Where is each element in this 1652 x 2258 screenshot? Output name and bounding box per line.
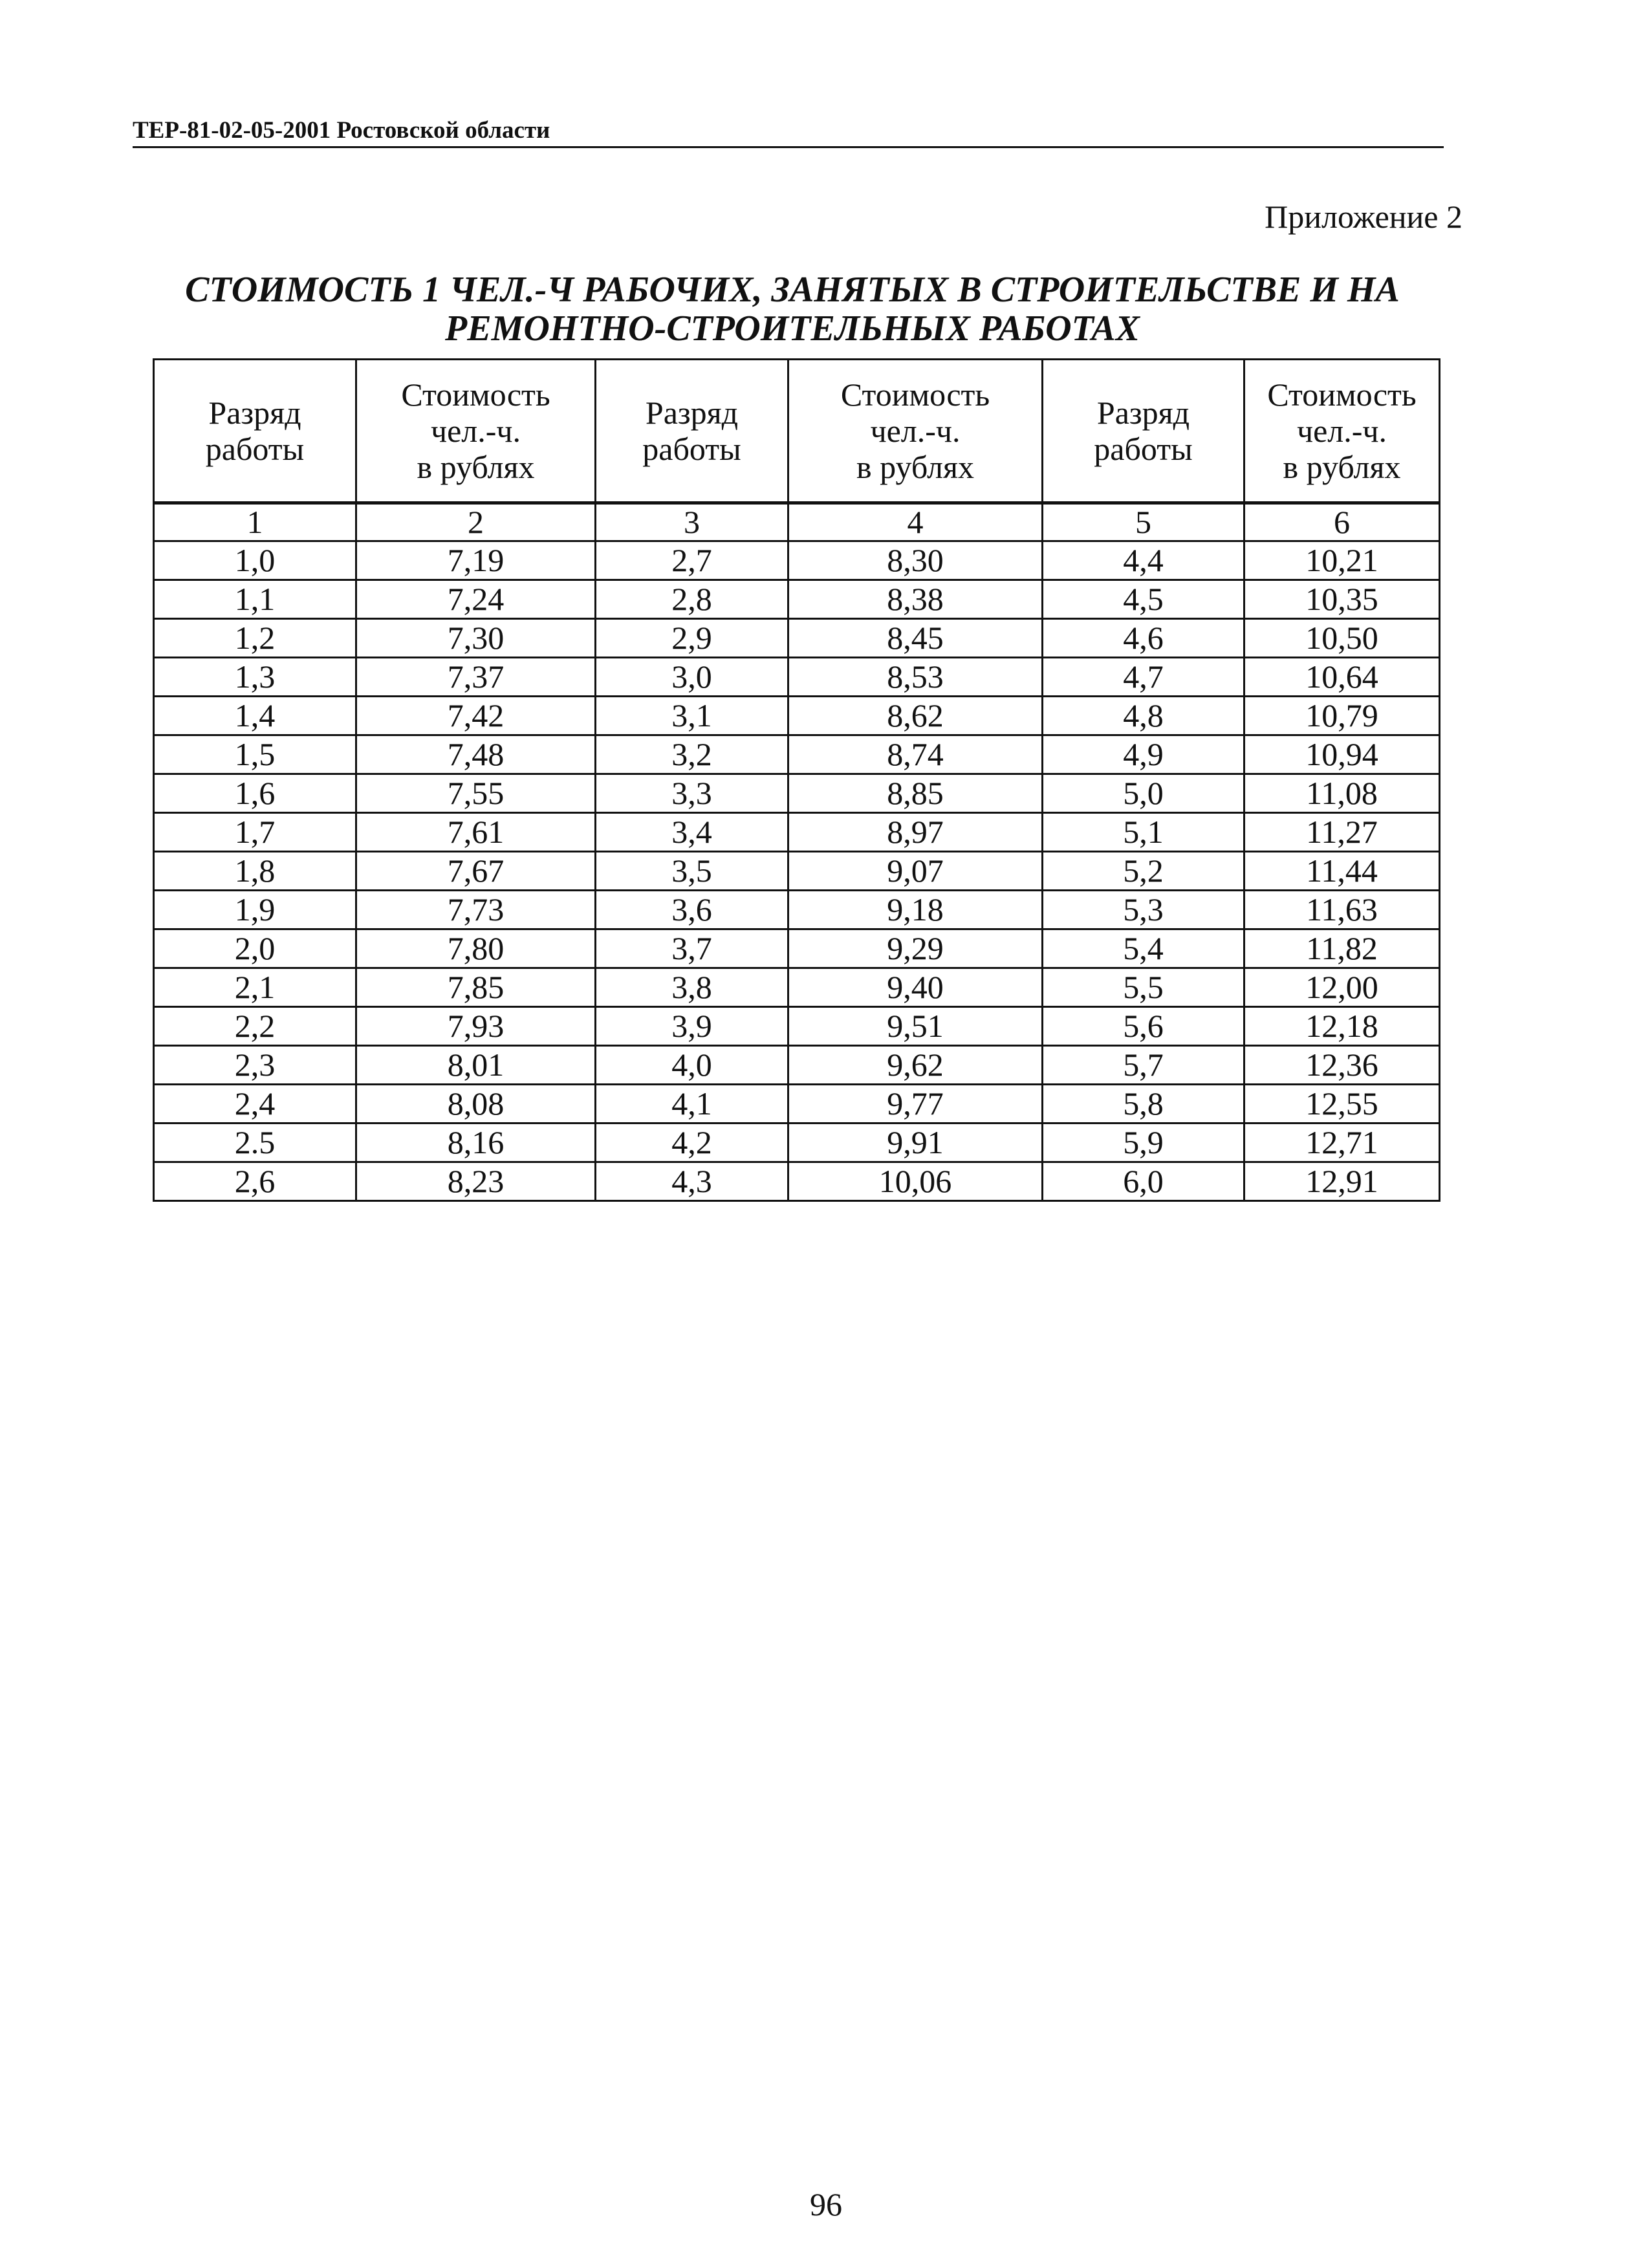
grade-cell: 1,3 [154,658,356,697]
grade-cell: 4,8 [1043,697,1244,735]
cost-cell: 9,40 [788,968,1043,1007]
grade-cell: 3,4 [596,813,788,852]
cost-cell: 7,37 [356,658,596,697]
grade-cell: 5,3 [1043,891,1244,929]
cost-cell: 9,62 [788,1046,1043,1085]
cost-cell: 11,08 [1244,774,1440,813]
cost-cell: 8,53 [788,658,1043,697]
cost-cell: 12,18 [1244,1007,1440,1046]
cost-cell: 12,00 [1244,968,1440,1007]
cost-cell: 10,94 [1244,735,1440,774]
cost-cell: 10,06 [788,1162,1043,1201]
labor-cost-table [153,358,1440,1202]
col-header-cost-3: Стоимость чел.-ч. в рублях [1244,360,1440,503]
cost-cell: 9,77 [788,1085,1043,1124]
cost-cell: 8,85 [788,774,1043,813]
document-code-header: ТЕР-81-02-05-2001 Ростовской области [133,117,550,144]
cost-cell: 7,30 [356,619,596,658]
cost-cell: 11,27 [1244,813,1440,852]
column-number-row [154,503,1440,541]
grade-cell: 2,6 [154,1162,356,1201]
grade-cell: 1,6 [154,774,356,813]
cost-cell: 7,61 [356,813,596,852]
grade-cell: 2,1 [154,968,356,1007]
grade-cell: 1,7 [154,813,356,852]
grade-cell: 1,0 [154,541,356,580]
cost-cell: 11,44 [1244,852,1440,891]
grade-cell: 2,2 [154,1007,356,1046]
column-number: 1 [154,503,356,541]
cost-cell: 7,48 [356,735,596,774]
cost-cell: 8,01 [356,1046,596,1085]
grade-cell: 2,0 [154,929,356,968]
column-number: 6 [1244,503,1440,541]
cost-cell: 7,73 [356,891,596,929]
grade-cell: 4,4 [1043,541,1244,580]
grade-cell: 3,3 [596,774,788,813]
cost-cell: 8,08 [356,1085,596,1124]
grade-cell: 2,4 [154,1085,356,1124]
grade-cell: 4,3 [596,1162,788,1201]
grade-cell: 5,8 [1043,1085,1244,1124]
grade-cell: 5,6 [1043,1007,1244,1046]
table-row [154,735,1440,774]
cost-cell: 8,30 [788,541,1043,580]
table-row [154,891,1440,929]
cost-cell: 10,35 [1244,580,1440,619]
cost-cell: 9,18 [788,891,1043,929]
grade-cell: 3,1 [596,697,788,735]
cost-cell: 8,62 [788,697,1043,735]
grade-cell: 5,2 [1043,852,1244,891]
grade-cell: 1,8 [154,852,356,891]
cost-cell: 7,19 [356,541,596,580]
col-header-grade-2: Разряд работы [596,360,788,503]
table-row [154,1124,1440,1162]
table-row [154,619,1440,658]
grade-cell: 2,8 [596,580,788,619]
col-header-grade-1: Разряд работы [154,360,356,503]
grade-cell: 3,6 [596,891,788,929]
grade-cell: 4,1 [596,1085,788,1124]
grade-cell: 4,5 [1043,580,1244,619]
table-title-line-2: РЕМОНТНО-СТРОИТЕЛЬНЫХ РАБОТАХ [445,309,1140,349]
grade-cell: 3,5 [596,852,788,891]
cost-cell: 12,91 [1244,1162,1440,1201]
cost-cell: 11,82 [1244,929,1440,968]
cost-cell: 10,64 [1244,658,1440,697]
cost-cell: 7,67 [356,852,596,891]
grade-cell: 1,9 [154,891,356,929]
table-row [154,1007,1440,1046]
table-row [154,852,1440,891]
table-row [154,1085,1440,1124]
cost-cell: 8,45 [788,619,1043,658]
table-title [136,270,1449,348]
cost-cell: 9,51 [788,1007,1043,1046]
cost-cell: 8,23 [356,1162,596,1201]
cost-cell: 7,93 [356,1007,596,1046]
grade-cell: 4,2 [596,1124,788,1162]
cost-cell: 9,91 [788,1124,1043,1162]
grade-cell: 6,0 [1043,1162,1244,1201]
table-header-row [154,360,1440,503]
cost-cell: 8,16 [356,1124,596,1162]
col-header-grade-3: Разряд работы [1043,360,1244,503]
grade-cell: 3,2 [596,735,788,774]
grade-cell: 3,9 [596,1007,788,1046]
grade-cell: 2,3 [154,1046,356,1085]
cost-cell: 7,24 [356,580,596,619]
cost-cell: 7,42 [356,697,596,735]
grade-cell: 2,9 [596,619,788,658]
cost-cell: 9,29 [788,929,1043,968]
column-number: 2 [356,503,596,541]
grade-cell: 5,9 [1043,1124,1244,1162]
table-row [154,541,1440,580]
grade-cell: 5,0 [1043,774,1244,813]
table-row [154,580,1440,619]
grade-cell: 2,7 [596,541,788,580]
col-header-cost-1: Стоимость чел.-ч. в рублях [356,360,596,503]
grade-cell: 1,1 [154,580,356,619]
grade-cell: 5,5 [1043,968,1244,1007]
column-number: 4 [788,503,1043,541]
cost-cell: 11,63 [1244,891,1440,929]
grade-cell: 4,0 [596,1046,788,1085]
table-row [154,929,1440,968]
grade-cell: 4,7 [1043,658,1244,697]
appendix-label: Приложение 2 [1265,199,1462,235]
grade-cell: 3,8 [596,968,788,1007]
table-row [154,1162,1440,1201]
table-row [154,658,1440,697]
cost-cell: 12,71 [1244,1124,1440,1162]
cost-cell: 8,97 [788,813,1043,852]
grade-cell: 5,7 [1043,1046,1244,1085]
cost-cell: 7,85 [356,968,596,1007]
table-row [154,968,1440,1007]
table-row [154,1046,1440,1085]
grade-cell: 5,1 [1043,813,1244,852]
table-body [154,503,1440,1201]
grade-cell: 3,7 [596,929,788,968]
page-number: 96 [810,2186,842,2222]
grade-cell: 1,5 [154,735,356,774]
cost-cell: 7,55 [356,774,596,813]
cost-cell: 10,21 [1244,541,1440,580]
cost-cell: 8,38 [788,580,1043,619]
cost-cell: 9,07 [788,852,1043,891]
col-header-cost-2: Стоимость чел.-ч. в рублях [788,360,1043,503]
cost-cell: 10,50 [1244,619,1440,658]
grade-cell: 4,9 [1043,735,1244,774]
table-row [154,774,1440,813]
table-row [154,813,1440,852]
cost-cell: 7,80 [356,929,596,968]
grade-cell: 1,2 [154,619,356,658]
cost-cell: 12,36 [1244,1046,1440,1085]
grade-cell: 3,0 [596,658,788,697]
column-number: 5 [1043,503,1244,541]
column-number: 3 [596,503,788,541]
grade-cell: 1,4 [154,697,356,735]
cost-cell: 10,79 [1244,697,1440,735]
header-rule [133,115,1444,148]
cost-cell: 12,55 [1244,1085,1440,1124]
table-row [154,697,1440,735]
grade-cell: 5,4 [1043,929,1244,968]
table-title-line-1: СТОИМОСТЬ 1 ЧЕЛ.-Ч РАБОЧИХ, ЗАНЯТЫХ В СТРОИТЕЛЬСТВЕ И НА [185,270,1400,310]
grade-cell: 2.5 [154,1124,356,1162]
grade-cell: 4,6 [1043,619,1244,658]
cost-cell: 8,74 [788,735,1043,774]
